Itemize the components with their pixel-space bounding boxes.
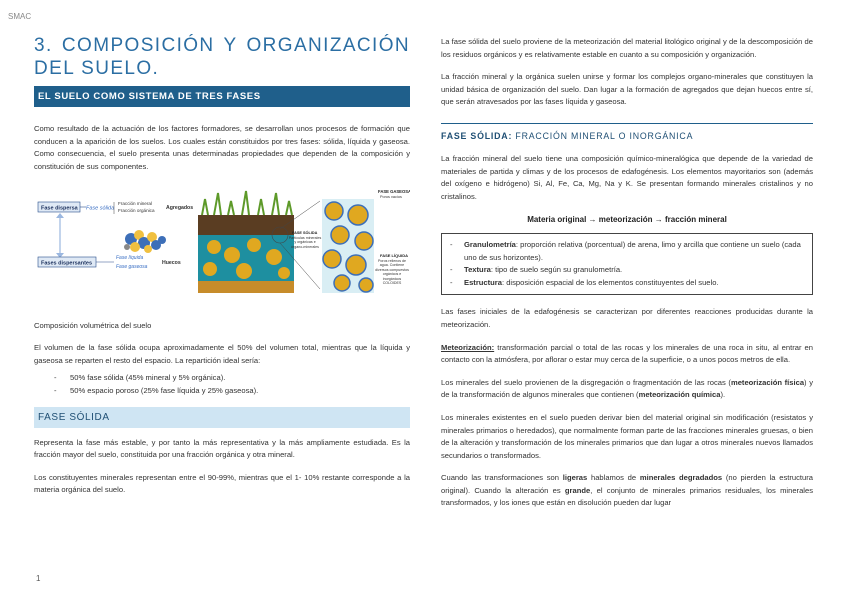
section-band-three-phases: EL SUELO COMO SISTEMA DE TRES FASES [34,86,410,107]
right-paragraph-6: Los minerales del suelo provienen de la disgregación o fragmentación de las rocas (meteorización física) y de la transformación de algunos minerales que contienen (meteorización química). [441,377,813,400]
label-fase-liquida: Fase líquida [116,255,144,262]
page-title: 3. COMPOSICIÓN Y ORGANIZACIÓN DEL SUELO. [34,35,410,79]
volume-paragraph: El volumen de la fase sólida ocupa aproximadamente el 50% del volumen total, mientras que la líquida y gaseosa se reparten el resto del espacio. La repartición ideal sería: [34,343,410,365]
right-column [441,36,813,510]
soil-profile-illustration [198,191,294,293]
page-number: 1 [36,574,41,583]
aggregate-icon [124,230,166,253]
label-fase-gaseosa-top: FASE GASEOSA [378,189,410,195]
right-paragraph-2: La fracción mineral y la orgánica suelen unirse y formar los complejos organo-minerales que constituyen la unidad básica de organización del suelo. Dan lugar a la formación de agregados que dejan huecos entre sí, que serán atravesados por las fases líquida y gaseosa. [441,72,813,107]
section-heading-mineral [441,123,813,141]
label-solida-desc: Partículas minerales y orgánicas e órgano-minerales [288,236,322,250]
list-item: - 50% fase sólida (45% mineral y 5% orgánica). [54,371,410,384]
figure-caption: Composición volumétrica del suelo [34,321,152,331]
list-item: - 50% espacio poroso (25% fase líquida y 25% gaseosa). [54,384,410,397]
label-poros-vacios: Poros vacíos [380,195,402,200]
label-fraccion-organica: Fracción orgánica [118,208,155,214]
soil-phases-figure [34,185,410,307]
solid-phase-paragraph-1: Representa la fase más estable, y por tanto la más representativa y la más ampliamente estudiada. Es la fracción mayor del suelo, constituida por una fracción orgánica y otra mineral. [34,437,410,460]
right-paragraph-1: La fase sólida del suelo proviene de la meteorización del material litológico original y de la descomposición de los residuos orgánicos y es relativamente estable en cuanto a su composición y organización. [441,37,813,59]
right-paragraph-3: La fracción mineral del suelo tiene una composición químico-mineralógica que depende de la variedad de materiales de partida y climas y de los procesos de edafogénesis. Los elementos mayoritarios son (además del oxígeno e hidrógeno) Si, Al, Fe, Ca, Mg, Na y K. Se presentan formando minerales cristalinos y no cristalinos. [441,153,813,201]
label-fase-liquida-bot: FASE LÍQUIDA [380,253,409,259]
meteorizacion-term: Meteorización: [441,342,495,352]
right-paragraph-4: Las fases iniciales de la edafogénesis se caracterizan por diferentes reacciones producidas durante la meteorización. [441,307,813,329]
definitions-box [441,233,813,295]
label-fases-dispersantes: Fases dispersantes [41,260,93,267]
definition-item: - Granulometría: proporción relativa (porcentual) de arena, limo y arcilla que contiene un suelo (cada uno de sus horizontes). [450,239,804,264]
meteorizacion-paragraph: Meteorización: transformación parcial o total de las rocas y los minerales de una roca in situ, al entrar en contacto con la atmósfera, por aflorar o estar muy cerca de la superficie, o a unos pocos metros de ella. [441,342,813,365]
label-huecos: Huecos [162,260,181,267]
label-fase-dispersa: Fase dispersa [41,205,78,212]
header-mark: SMAC [8,12,32,21]
zoomed-aggregate-illustration [322,199,374,293]
label-fase-solida: Fase sólida [86,205,115,212]
section-heading-bold: FASE SÓLIDA: [441,130,513,141]
section-heading-rest: FRACCIÓN MINERAL O INORGÁNICA [512,130,694,141]
definition-item: - Estructura: disposición espacial de los elementos constituyentes del suelo. [450,277,804,290]
soil-diagram [34,185,410,307]
solid-phase-paragraph-2: Los constituyentes minerales representan entre el 90-99%, mientras que el 1- 10% restante corresponde a la materia orgánica del suelo. [34,472,410,495]
definition-item: - Textura: tipo de suelo según su granulometría. [450,264,804,277]
right-paragraph-8: Cuando las transformaciones son ligeras hablamos de minerales degradados (no pierden la estructura original). Cuando la alteración es grande, el conjunto de minerales primarios residuales, los minerales transformados, y los iones que están en disolución pueden dar lugar [441,473,814,508]
label-fase-solida-mid: FASE SÓLIDA [292,231,318,236]
label-fraccion-mineral: Fracción mineral [118,201,152,207]
left-column [34,34,410,497]
label-agregados: Agregados [166,205,194,212]
right-paragraph-7: Los minerales existentes en el suelo pueden derivar bien del material original sin modificación (resistatos y minerales primarios o heredados), que normalmente forman parte de las fracciones minerales gruesas, o bien de la alteración y transformación de los minerales primarios que dan lugar a otros minerales nuevos llamados secundarios o transformados. [441,412,813,460]
intro-paragraph: Como resultado de la actuación de los factores formadores, se desarrollan unos procesos de formación que conducen a la aparición de los suelos. Los cuales están constituidos por tres fases: sólida, líquida y gaseosa. Como consecuencia, el suelo presenta unas determinadas propiedades que dependen de la composición y constitución de sus componentes. [34,124,410,171]
section-band-fase-solida: FASE SÓLIDA [34,407,410,428]
process-formula: Materia original → meteorización → fracción mineral [527,215,727,225]
label-liquida-desc: Poros rellenos de agua. Contiene diversos compuestos orgánicos e inorgánicos COLOIDES [375,259,409,286]
volume-list [34,371,410,397]
label-fase-gaseosa: Fase gaseosa [116,264,148,271]
